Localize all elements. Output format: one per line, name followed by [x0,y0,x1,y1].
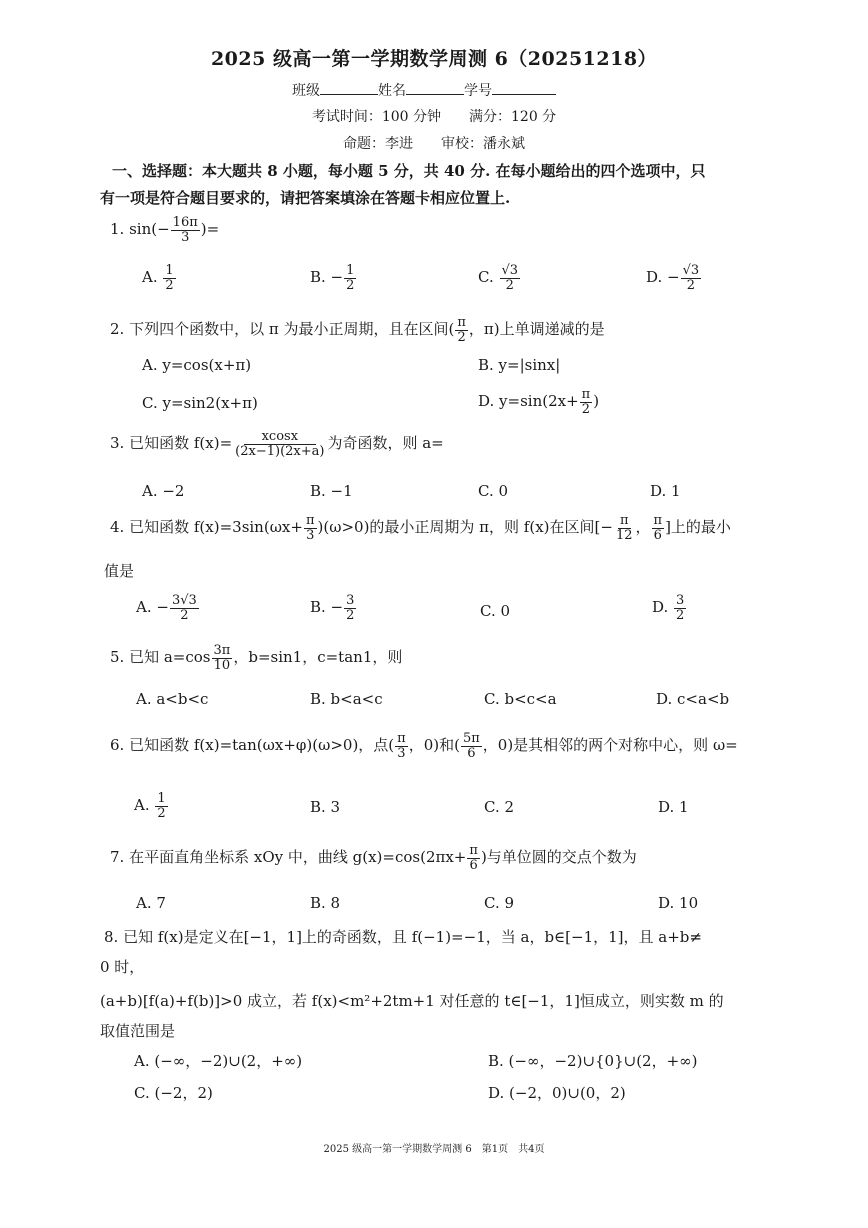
q3-option-b[interactable]: B. −1 [310,482,353,500]
question-5-stem: 5. 已知 a=cos $\frac{3\pi}{10}$ ，b=sin1，c=tan1，则 [110,643,403,673]
id-blank [492,80,556,95]
question-4-stem-line2: 值是 [104,562,135,580]
fraction: $\frac{16\pi}{3}$ [172,215,198,245]
q1-option-c[interactable]: C. $\frac{√3}{2}$ [478,263,519,293]
class-label: 班级 [292,83,320,99]
question-number: 4. [110,518,125,537]
q6-option-b[interactable]: B. 3 [310,798,341,816]
q7-option-d[interactable]: D. 10 [658,894,699,912]
page-title: 2025 级高一第一学期数学周测 6（20251218） [210,48,658,70]
q6-option-c[interactable]: C. 2 [484,798,515,816]
id-label: 学号 [464,83,492,99]
authors-line: 命题：李进 审校：潘永斌 [343,136,525,152]
q6-option-d[interactable]: D. 1 [658,798,689,816]
q5-option-b[interactable]: B. b<a<c [310,690,383,708]
question-number: 5. [110,648,125,667]
q8-option-b[interactable]: B. (−∞，−2)∪{0}∪(2，+∞) [488,1052,698,1070]
name-label: 姓名 [378,83,406,99]
question-6-stem: 6. 已知函数 f(x)=tan(ωx+φ)(ω>0)，点( $\frac{\pi}{3}$ ，0)和( $\frac{5\pi}{6}$ ，0)是其相邻的两个对称中心，则 ω= [110,731,738,761]
q8-option-d[interactable]: D. (−2，0)∪(0，2) [488,1084,626,1102]
q4-option-c[interactable]: C. 0 [480,602,511,620]
question-8-stem-line4: 取值范围是 [100,1022,176,1040]
student-info-line [292,80,556,100]
q5-option-d[interactable]: D. c<a<b [656,690,730,708]
stem-text: )= [200,220,220,239]
q3-option-d[interactable]: D. 1 [650,482,681,500]
section-heading-line1: 一、选择题：本大题共 8 小题，每小题 5 分，共 40 分. 在每小题给出的四个选项中，只 [112,162,706,180]
question-8-stem-line3: (a+b)[f(a)+f(b)]>0 成立，若 f(x)<m²+2tm+1 对任意的 t∈[−1，1]恒成立，则实数 m 的 [100,992,724,1010]
question-7-stem: 7. 在平面直角坐标系 xOy 中，曲线 g(x)=cos(2πx+ $\frac{\pi}{6}$ )与单位圆的交点个数为 [110,843,637,873]
q2-option-b[interactable]: B. y=|sinx| [478,356,561,374]
question-3-stem: 3. 已知函数 f(x)= $\frac{xcosx}{(2x-1)(2x+a)}$ 为奇函数，则 a= [110,429,444,459]
question-4-stem: 4. 已知函数 f(x)=3sin(ωx+ $\frac{\pi}{3}$ )(ω>0)的最小正周期为 π，则 f(x)在区间[− $\frac{\pi}{12}$ ， $\frac{\pi}{6}$ ]上的最小 [110,513,731,543]
fraction: $\frac{\pi}{2}$ [457,315,466,345]
q6-option-a[interactable]: A. $\frac{1}{2}$ [134,791,166,821]
q3-option-a[interactable]: A. −2 [142,482,185,500]
question-8-stem-line1: 8. 已知 f(x)是定义在[−1，1]上的奇函数，且 f(−1)=−1，当 a，b∈[−1，1]，且 a+b≠ [104,928,702,946]
q7-option-b[interactable]: B. 8 [310,894,341,912]
q3-option-c[interactable]: C. 0 [478,482,509,500]
q2-option-a[interactable]: A. y=cos(x+π) [142,356,252,374]
q8-option-c[interactable]: C. (−2，2) [134,1084,213,1102]
q2-option-d[interactable]: D. y=sin(2x+ $\frac{\pi}{2}$ ) [478,387,600,417]
q1-option-a[interactable]: A. $\frac{1}{2}$ [142,263,174,293]
q4-option-d[interactable]: D. $\frac{3}{2}$ [652,593,685,623]
fraction: $\frac{xcosx}{(2x-1)(2x+a)}$ [235,429,325,459]
question-number: 7. [110,848,125,867]
q7-option-a[interactable]: A. 7 [136,894,166,912]
section-heading-line2: 有一项是符合题目要求的，请把答案填涂在答题卡相应位置上. [100,189,511,207]
exam-info: 考试时间：100 分钟 满分：120 分 [311,109,557,125]
q5-option-a[interactable]: A. a<b<c [136,690,209,708]
q4-option-b[interactable]: B. − $\frac{3}{2}$ [310,593,355,623]
question-1-stem [110,216,219,244]
class-blank [320,80,378,95]
q4-option-a[interactable]: A. − $\frac{3√3}{2}$ [136,593,197,623]
page-footer: 2025 级高一第一学期数学周测 6 第1页 共4页 [323,1144,545,1155]
question-number: 6. [110,736,125,755]
question-number: 3. [110,434,125,453]
question-8-stem-line2: 0 时， [100,958,145,976]
q2-option-c[interactable]: C. y=sin2(x+π) [142,394,258,412]
stem-text: sin(− [129,220,170,239]
name-blank [406,80,464,95]
q1-option-b[interactable]: B. − $\frac{1}{2}$ [310,263,355,293]
question-number: 1. [110,220,125,239]
q5-option-c[interactable]: C. b<c<a [484,690,557,708]
q8-option-a[interactable]: A. (−∞，−2)∪(2，+∞) [134,1052,303,1070]
question-number: 2. [110,320,125,339]
q1-option-d[interactable]: D. − $\frac{√3}{2}$ [646,263,700,293]
question-2-stem: 2. 下列四个函数中，以 π 为最小正周期，且在区间( $\frac{\pi}{2}$ ，π)上单调递减的是 [110,315,605,345]
q7-option-c[interactable]: C. 9 [484,894,515,912]
